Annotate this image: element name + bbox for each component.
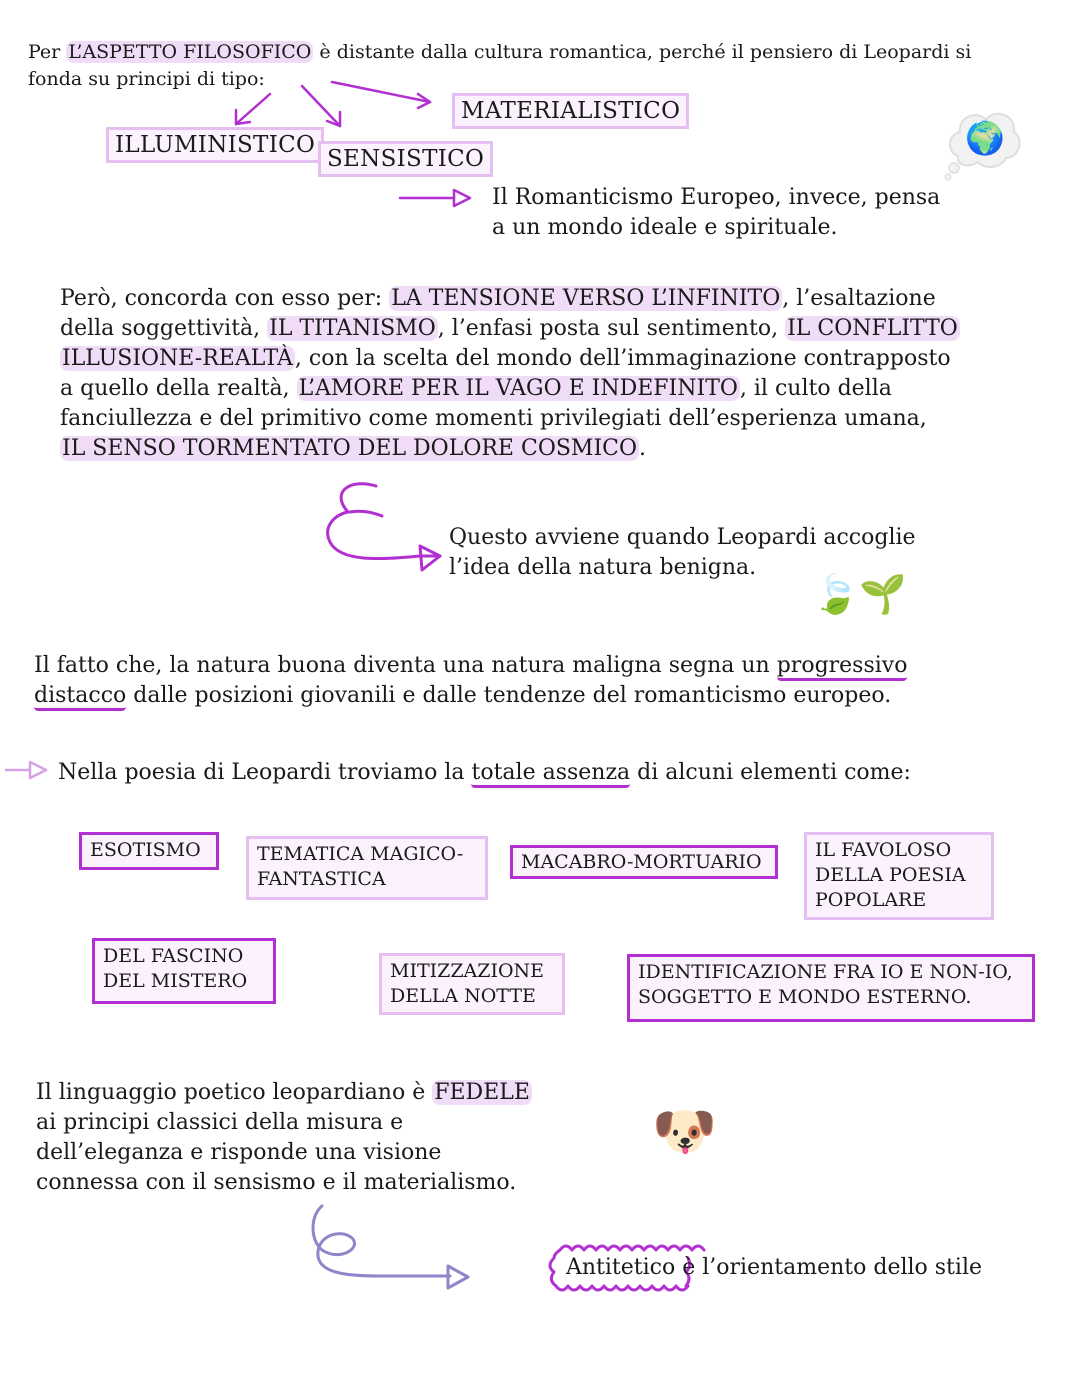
language-paragraph (36, 1078, 532, 1198)
romanticism-line-1: Il Romanticismo Europeo, invece, pensa (492, 185, 941, 210)
style-text: è l’orientamento dello stile (675, 1255, 982, 1280)
tag-text: DELLA POESIA (815, 864, 966, 886)
concord-line-3 (60, 344, 960, 374)
dog-icon: 🐶 (652, 1102, 717, 1162)
materialistico-box: MATERIALISTICO (452, 93, 689, 129)
tag-text: IDENTIFICAZIONE FRA IO E NON-IO, (638, 961, 1013, 983)
globe-icon: 🌍 (965, 119, 1005, 157)
romanticism-line-2: a un mondo ideale e spirituale. (492, 215, 838, 240)
tag-tematica-magico-fantastica (246, 836, 488, 900)
fedele-highlight: FEDELE (434, 1080, 530, 1105)
globe-thought-icon (944, 104, 1022, 180)
concord-text: , con la scelta del mondo dell’immaginazione contrapposto (294, 346, 951, 371)
absence-text: Nella poesia di Leopardi troviamo la (58, 760, 472, 785)
concord-text: Però, concorda con esso per: (60, 286, 390, 311)
absence-line (58, 758, 911, 788)
totale-assenza-underline: totale assenza (471, 760, 630, 788)
concord-text: , l’enfasi posta sul sentimento, (437, 316, 786, 341)
tag-favoloso-poesia-popolare (804, 832, 994, 920)
concord-text: , il culto della (739, 376, 892, 401)
concord-line-6 (60, 434, 960, 464)
tag-text: ESOTISMO (90, 839, 201, 861)
aspetto-filosofico-highlight: L’ASPETTO FILOSOFICO (68, 41, 312, 63)
tag-text: DELLA NOTTE (390, 985, 536, 1007)
nature-line-2: l’idea della natura benigna. (449, 555, 757, 580)
tag-text: POPOLARE (815, 889, 927, 911)
tag-text: DEL MISTERO (103, 970, 248, 992)
distacco-text: Il fatto che, la natura buona diventa una natura maligna segna un (34, 653, 777, 678)
tag-text: SOGGETTO E MONDO ESTERNO. (638, 986, 972, 1008)
distacco-text: dalle posizioni giovanili e dalle tendenze del romanticismo europeo. (126, 683, 892, 708)
tag-text: MACABRO-MORTUARIO (521, 851, 762, 873)
concord-line-2 (60, 314, 960, 344)
dolore-cosmico-highlight: IL SENSO TORMENTATO DEL DOLORE COSMICO (62, 436, 638, 461)
leaves-icon: 🍃🌱 (812, 572, 907, 616)
language-line-1 (36, 1078, 532, 1108)
intro-line-1 (28, 39, 971, 65)
intro-pre: Per (28, 41, 67, 63)
concord-text: a quello della realtà, (60, 376, 297, 401)
concord-line-1 (60, 284, 960, 314)
intro-post: è distante dalla cultura romantica, perché il pensiero di Leopardi si (313, 41, 972, 63)
illusione-realta-highlight: ILLUSIONE-REALTÀ (62, 346, 293, 371)
tag-esotismo (79, 832, 219, 870)
conflitto-highlight: IL CONFLITTO (787, 316, 958, 341)
sensistico-box: SENSISTICO (318, 141, 493, 177)
distacco-line-2 (34, 681, 891, 711)
language-line-3: dell’eleganza e risponde una visione (36, 1140, 442, 1165)
tag-text: TEMATICA MAGICO- (257, 843, 464, 865)
vago-indefinito-highlight: L’AMORE PER IL VAGO E INDEFINITO (298, 376, 738, 401)
absence-text: di alcuni elementi come: (630, 760, 911, 785)
language-line-4: connessa con il sensismo e il materialismo. (36, 1170, 517, 1195)
concord-line-5: fanciullezza e del primitivo come momenti privilegiati dell’esperienza umana, (60, 406, 927, 431)
tag-identificazione-io-non-io (627, 954, 1035, 1022)
tag-text: DEL FASCINO (103, 945, 244, 967)
tag-text: MITIZZAZIONE (390, 960, 545, 982)
distacco-underline: distacco (34, 683, 126, 711)
concord-paragraph (60, 284, 960, 464)
tag-text: IL FAVOLOSO (815, 839, 952, 861)
concord-text: della soggettività, (60, 316, 268, 341)
tag-mitizzazione-notte (379, 953, 565, 1015)
concord-text: , l’esaltazione (782, 286, 936, 311)
style-line (566, 1253, 982, 1283)
tag-text: FANTASTICA (257, 868, 386, 890)
distacco-line-1 (34, 651, 907, 681)
antitetico-word: Antitetico (566, 1255, 676, 1280)
antitetico-zigzag (0, 0, 1, 1)
titanismo-highlight: IL TITANISMO (269, 316, 436, 341)
tensione-infinito-highlight: LA TENSIONE VERSO L’INFINITO (391, 286, 781, 311)
language-text: Il linguaggio poetico leopardiano è (36, 1080, 433, 1105)
progressivo-underline: progressivo (777, 653, 908, 681)
concord-line-4 (60, 374, 960, 404)
illuministico-box: ILLUMINISTICO (106, 127, 324, 163)
tag-macabro-mortuario (510, 845, 778, 879)
tag-fascino-mistero (92, 938, 276, 1004)
concord-text: . (639, 436, 647, 461)
nature-line-1: Questo avviene quando Leopardi accoglie (449, 525, 916, 550)
intro-line-2: fonda su principi di tipo: (28, 68, 265, 90)
language-line-2: ai principi classici della misura e (36, 1110, 404, 1135)
